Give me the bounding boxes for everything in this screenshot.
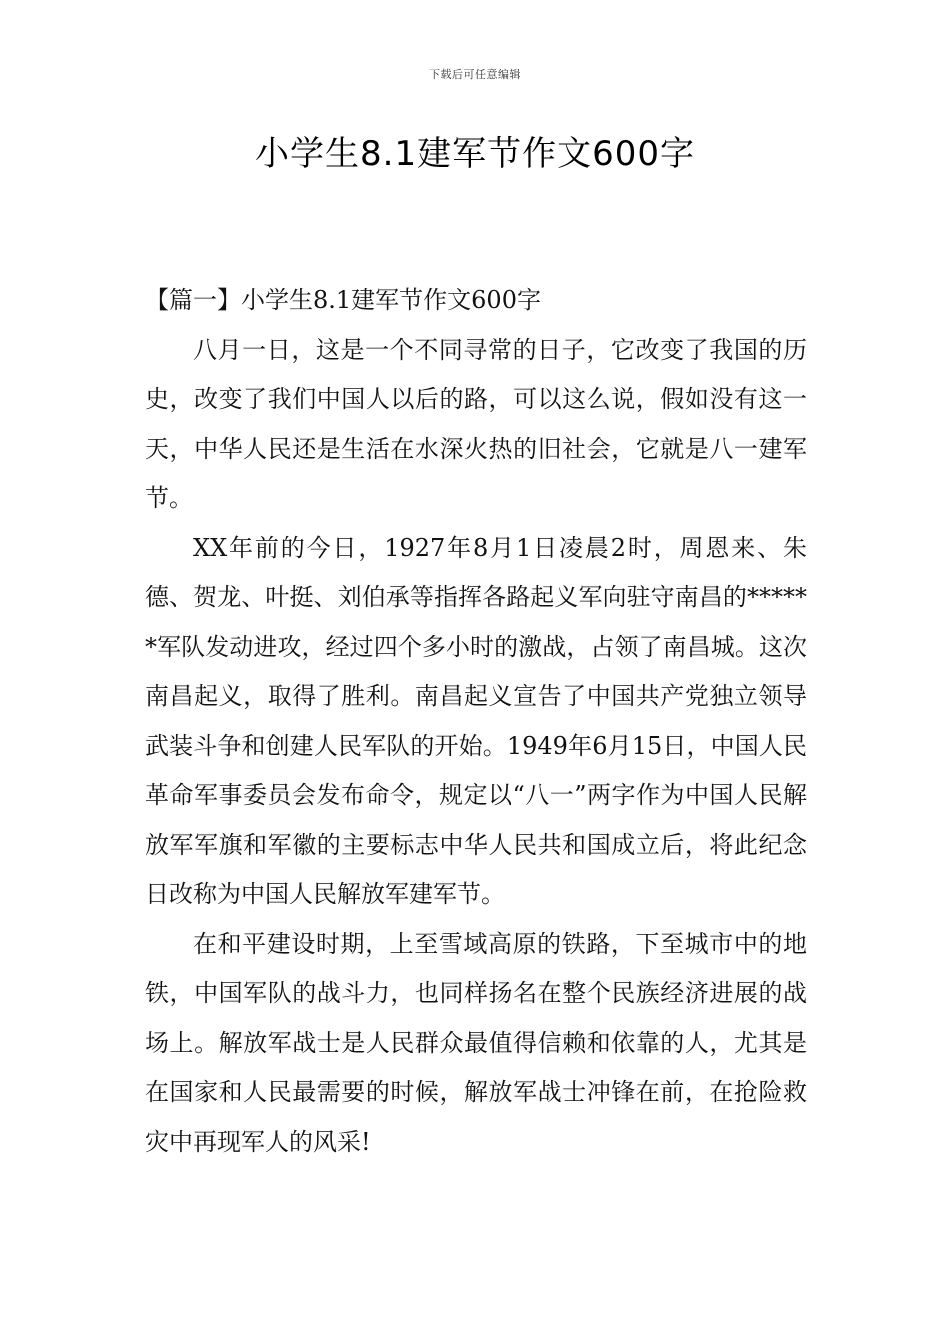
header-note: 下载后可任意编辑 — [429, 68, 521, 81]
document-title: 小学生8.1建军节作文600字 — [255, 134, 695, 174]
paragraph-1: 八月一日，这是一个不同寻常的日子，它改变了我国的历史，改变了我们中国人以后的路，可以这么说，假如没有这一天，中华人民还是生活在水深火热的旧社会，它就是八一建军节。 — [145, 335, 807, 512]
document-body — [145, 276, 807, 1167]
section-heading: 【篇一】小学生8.1建军节作文600字 — [145, 286, 541, 314]
paragraph-3: 在和平建设时期，上至雪域高原的铁路，下至城市中的地铁，中国军队的战斗力，也同样扬名在整个民族经济进展的战场上。解放军战士是人民群众最值得信赖和依靠的人，尤其是在国家和人民最需要的时候，解放军战士冲锋在前，在抢险救灾中再现军人的风采! — [145, 929, 807, 1156]
paragraph-2: XX年前的今日，1927年8月1日凌晨2时，周恩来、朱德、贺龙、叶挺、刘伯承等指挥各路起义军向驻守南昌的******军队发动进攻，经过四个多小时的激战，占领了南昌城。这次南昌起义，取得了胜利。南昌起义宣告了中国共产党独立领导武装斗争和创建人民军队的开始。1949年6月15日，中国人民革命军事委员会发布命令，规定以“八一”两字作为中国人民解放军军旗和军徽的主要标志中华人民共和国成立后，将此纪念日改称为中国人民解放军建军节。 — [145, 533, 807, 908]
